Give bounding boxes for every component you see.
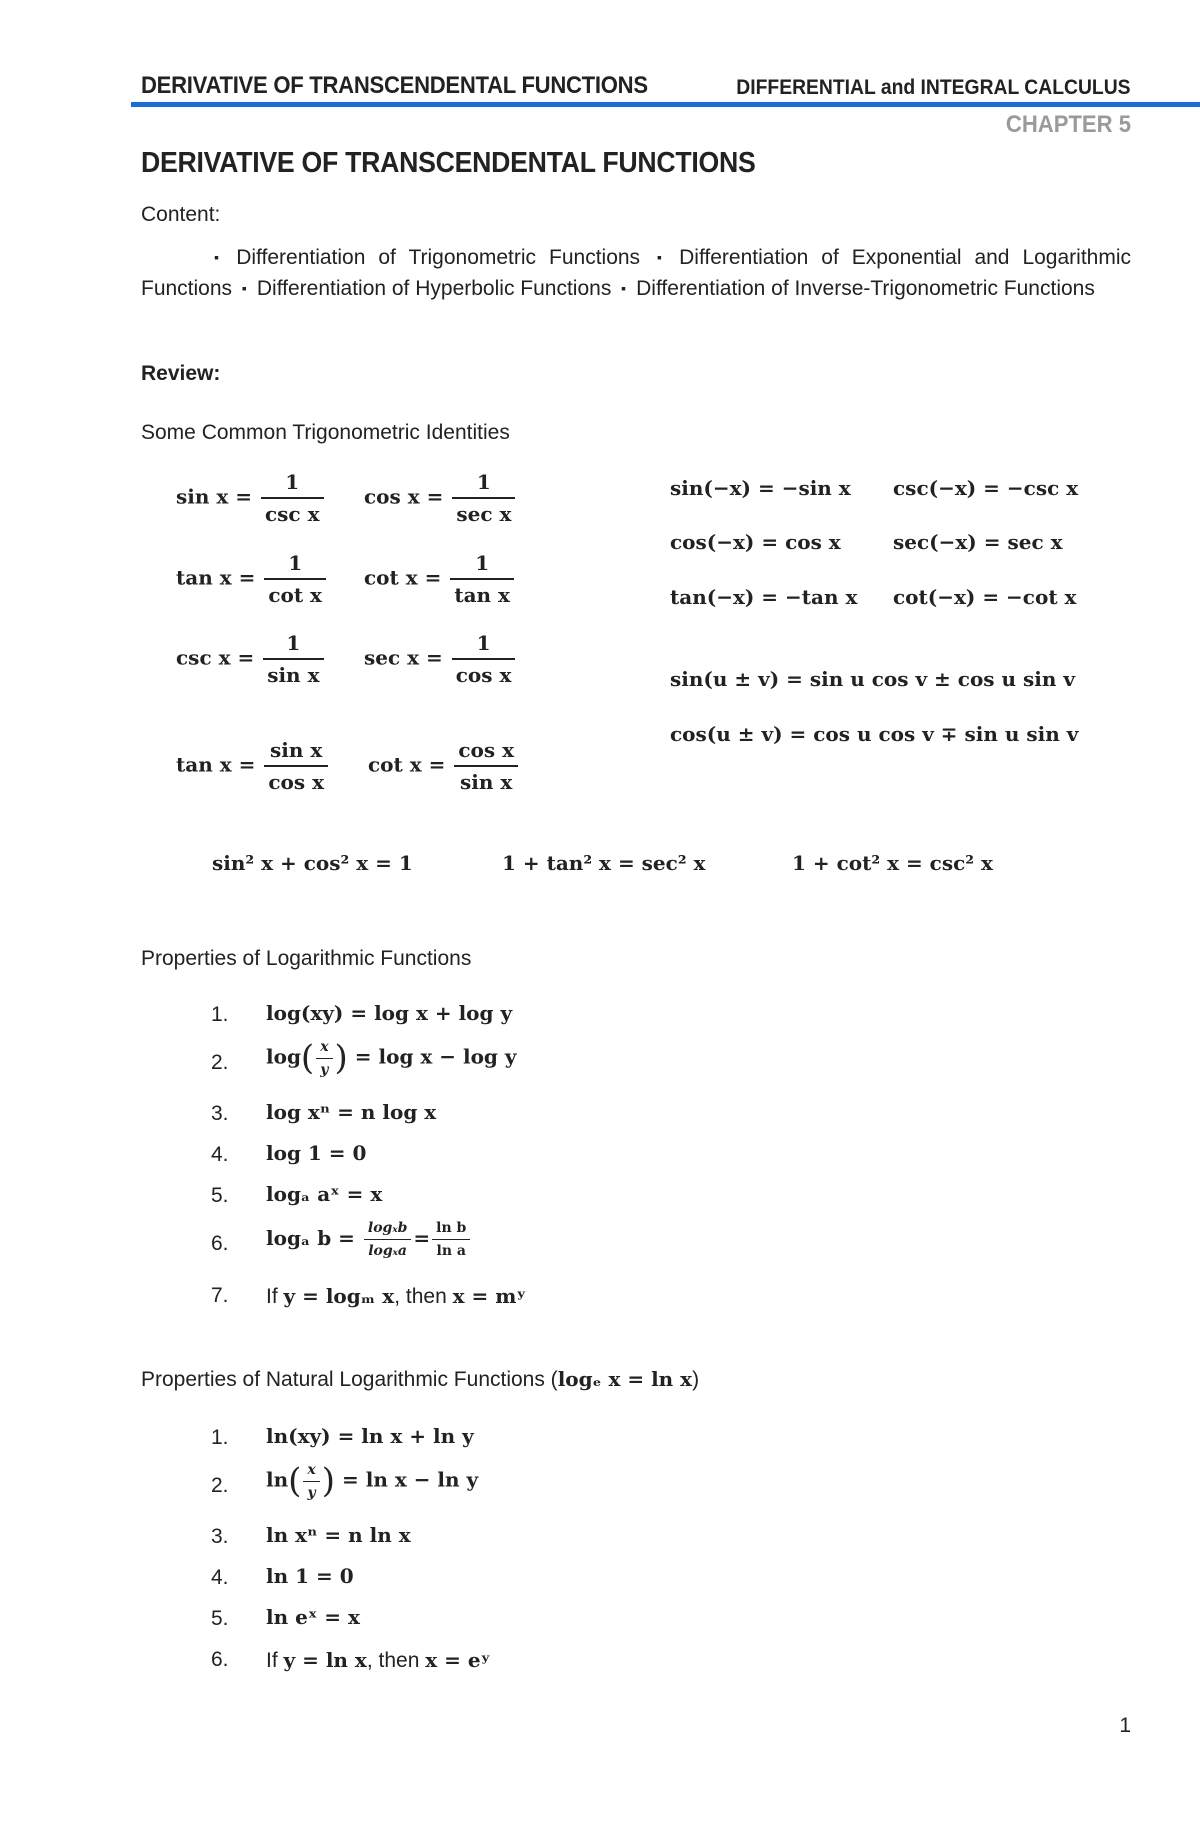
identity-tan-odd: tan(−x) = −tan x [670, 585, 858, 609]
content-item: Differentiation of Exponential and Logarithmic Functions [141, 246, 1131, 300]
list-number: 5. [211, 1607, 229, 1630]
fraction-den: y [316, 1058, 332, 1078]
log-property-2: log( $\frac{x}{y}$ ) = log x − log y [266, 1038, 517, 1078]
identity-den: tan x [450, 578, 514, 607]
content-item: Differentiation of Inverse-Trigonometric Functions [636, 277, 1095, 300]
header-right-title: DIFFERENTIAL and INTEGRAL CALCULUS [736, 76, 1131, 99]
list-number: 1. [211, 1003, 229, 1026]
list-number: 6. [211, 1232, 229, 1255]
ln-rhs: = ln x − ln y [342, 1467, 479, 1492]
log-fn: log [266, 1044, 301, 1069]
ln-heading [141, 1367, 699, 1392]
list-number: 5. [211, 1184, 229, 1207]
identity-tan-quotient [176, 738, 330, 794]
ln-property-4: ln 1 = 0 [266, 1564, 354, 1588]
header-left-title: DERIVATIVE OF TRANSCENDENTAL FUNCTIONS [141, 72, 648, 99]
content-item: Differentiation of Trigonometric Functions [236, 246, 641, 269]
pythagorean-3: 1 + cot² x = csc² x [792, 851, 993, 875]
identity-lhs: sec x = [364, 645, 443, 670]
fraction-num: x [307, 1461, 316, 1478]
identity-sin-odd: sin(−x) = −sin x [670, 476, 851, 500]
identity-cot-reciprocal [364, 551, 516, 607]
identity-lhs: cot x = [364, 565, 442, 590]
list-number: 4. [211, 1143, 229, 1166]
list-number: 6. [211, 1648, 229, 1671]
identity-num: 1 [286, 631, 301, 655]
identity-den: sec x [452, 497, 515, 526]
review-label: Review: [141, 362, 221, 385]
log-property-6: logₐ b = $\frac{\text{logₓb}}{\text{logₓa}}$ = $\frac{\text{ln b}}{\text{ln a}}$ [266, 1220, 472, 1259]
identity-den: cot x [264, 578, 326, 607]
identity-sin-sum: sin(u ± v) = sin u cos v ± cos u sin v [670, 667, 1075, 691]
identity-sin-reciprocal [176, 470, 326, 526]
identity-num: 1 [476, 631, 491, 655]
identity-num: 1 [288, 551, 303, 575]
chapter-label: CHAPTER 5 [1005, 111, 1131, 138]
list-number: 2. [211, 1051, 229, 1074]
ln-property-5: ln eˣ = x [266, 1605, 360, 1629]
pythagorean-2: 1 + tan² x = sec² x [502, 851, 706, 875]
fraction-den: y [303, 1481, 319, 1501]
log-property-7 [266, 1284, 526, 1309]
list-number: 2. [211, 1474, 229, 1497]
list-number: 3. [211, 1525, 229, 1548]
identity-lhs: csc x = [176, 645, 255, 670]
identity-tan-reciprocal [176, 551, 328, 607]
ln-heading-text: Properties of Natural Logarithmic Functions ( [141, 1368, 558, 1391]
equation: x = eʸ [425, 1648, 491, 1672]
log-rhs: = log x − log y [354, 1044, 517, 1069]
page-number: 1 [1119, 1714, 1131, 1737]
content-list: ▪ Differentiation of Trigonometric Functions ▪ Differentiation of Exponential and Logarithmic Functions ▪ Differentiation of Hyperbolic Functions ▪ Differentiation of Inverse-Trigonometric Functions [141, 246, 1131, 300]
list-number: 7. [211, 1284, 229, 1307]
identity-den: sin x [454, 765, 518, 794]
fraction-num: logₓb [367, 1220, 408, 1236]
list-number: 4. [211, 1566, 229, 1589]
ln-property-1: ln(xy) = ln x + ln y [266, 1424, 474, 1448]
fraction-den: logₓa [364, 1239, 412, 1259]
list-number: 3. [211, 1102, 229, 1125]
trig-heading: Some Common Trigonometric Identities [141, 421, 510, 444]
identity-cos-even: cos(−x) = cos x [670, 530, 841, 554]
log-property-4: log 1 = 0 [266, 1141, 367, 1165]
header-rule [131, 102, 1200, 107]
identity-cot-quotient [368, 738, 520, 794]
identity-num: 1 [285, 470, 300, 494]
identity-lhs: sin x = [176, 484, 253, 509]
fraction-den: ln a [432, 1239, 470, 1259]
page-title: DERIVATIVE OF TRANSCENDENTAL FUNCTIONS [141, 147, 756, 179]
identity-num: sin x [270, 738, 323, 762]
equation: y = logₘ x [283, 1284, 395, 1308]
log-heading: Properties of Logarithmic Functions [141, 947, 472, 970]
identity-lhs: cot x = [368, 752, 446, 777]
identity-csc-odd: csc(−x) = −csc x [893, 476, 1079, 500]
content-label: Content: [141, 203, 221, 226]
identity-sec-reciprocal [364, 631, 517, 687]
fraction-num: x [320, 1038, 329, 1055]
ln-property-6 [266, 1648, 490, 1673]
ln-property-3: ln xⁿ = n ln x [266, 1523, 411, 1547]
identity-num: 1 [475, 551, 490, 575]
identity-sec-even: sec(−x) = sec x [893, 530, 1063, 554]
pythagorean-1: sin² x + cos² x = 1 [212, 851, 413, 875]
equation: x = mʸ [452, 1284, 527, 1308]
text-if: If [266, 1285, 278, 1308]
ln-heading-close: ) [692, 1368, 700, 1391]
identity-num: cos x [458, 738, 515, 762]
identity-den: cos x [452, 658, 516, 687]
log-property-1: log(xy) = log x + log y [266, 1001, 513, 1025]
identity-den: csc x [261, 497, 324, 526]
identity-lhs: cos x = [364, 484, 444, 509]
identity-cos-sum: cos(u ± v) = cos u cos v ∓ sin u sin v [670, 722, 1079, 746]
text-then: , then [394, 1285, 447, 1308]
ln-property-2: ln( $\frac{x}{y}$ ) = ln x − ln y [266, 1461, 479, 1501]
identity-cot-odd: cot(−x) = −cot x [893, 585, 1077, 609]
equation: y = ln x [283, 1648, 367, 1672]
log-lhs: logₐ b = [266, 1226, 355, 1250]
identity-lhs: tan x = [176, 752, 256, 777]
identity-csc-reciprocal [176, 631, 326, 687]
content-item: Differentiation of Hyperbolic Functions [256, 277, 612, 300]
text-if: If [266, 1649, 278, 1672]
ln-fn: ln [266, 1467, 289, 1492]
identity-lhs: tan x = [176, 565, 256, 590]
list-number: 1. [211, 1426, 229, 1449]
text-then: , then [366, 1649, 420, 1672]
identity-den: cos x [264, 765, 328, 794]
log-property-3: log xⁿ = n log x [266, 1100, 437, 1124]
fraction-num: ln b [436, 1220, 467, 1236]
log-property-5: logₐ aˣ = x [266, 1182, 383, 1206]
identity-cos-reciprocal [364, 470, 517, 526]
ln-heading-math: logₑ x = ln x [557, 1367, 693, 1391]
identity-den: sin x [263, 658, 323, 687]
identity-num: 1 [476, 470, 491, 494]
